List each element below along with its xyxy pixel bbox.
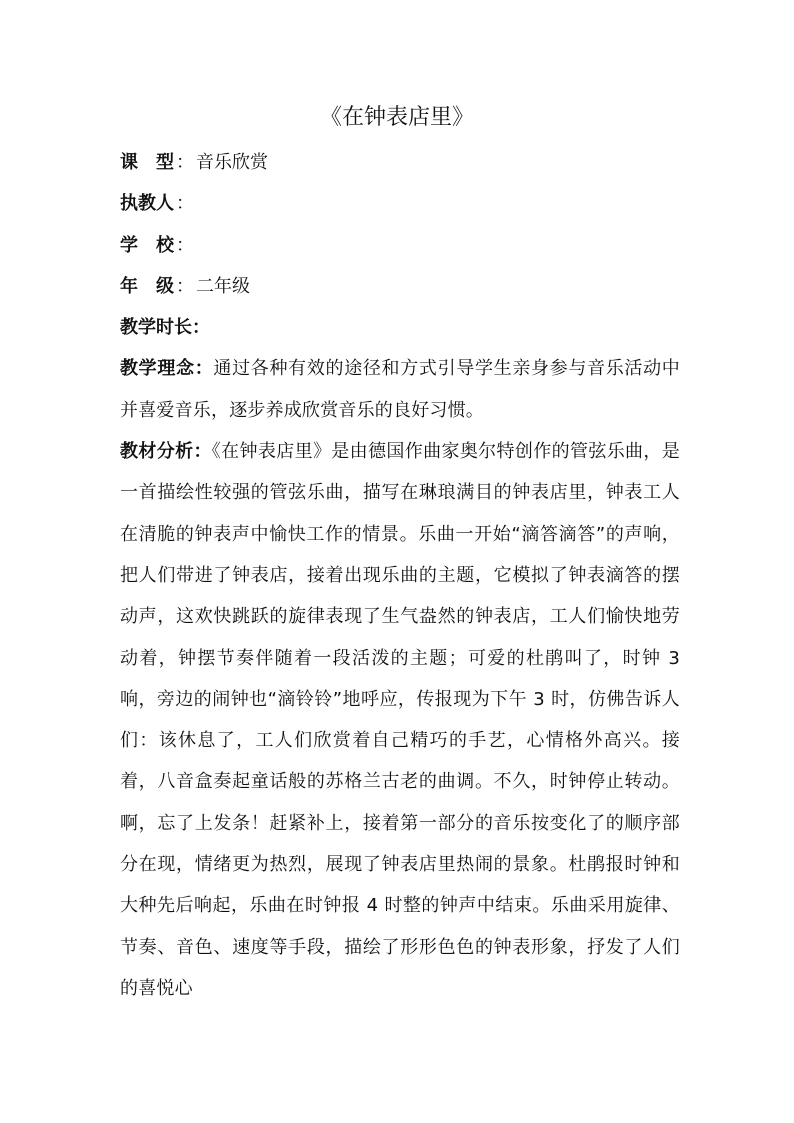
- field-label: 教学时长: [120, 317, 192, 339]
- field-grade: [120, 266, 680, 307]
- field-label: 学 校: [120, 234, 174, 256]
- field-lesson-type: [120, 142, 680, 183]
- philosophy-colon: ：: [194, 358, 214, 380]
- field-colon: ：: [176, 275, 194, 297]
- field-duration: [120, 307, 680, 348]
- field-label: 执教人: [120, 193, 174, 215]
- field-colon: ：: [176, 193, 194, 215]
- analysis-label: 教材分析: [120, 441, 194, 463]
- field-value: 二年级: [196, 275, 250, 297]
- field-value: 音乐欣赏: [196, 152, 268, 173]
- field-label: 课 型: [120, 152, 174, 173]
- philosophy-label: 教学理念: [120, 358, 195, 380]
- field-school: [120, 225, 680, 266]
- philosophy-text: 通过各种有效的途径和方式引导学生亲身参与音乐活动中并喜爱音乐，逐步养成欣赏音乐的良好习惯。: [120, 358, 680, 421]
- field-colon: ：: [176, 234, 194, 256]
- material-analysis-paragraph: [120, 431, 680, 1009]
- teaching-philosophy-paragraph: [120, 348, 680, 431]
- field-teacher: [120, 183, 680, 224]
- field-colon: ：: [176, 152, 194, 173]
- analysis-colon: ：: [193, 441, 212, 463]
- field-label: 年 级: [120, 275, 174, 297]
- analysis-text: 《在钟表店里》是由德国作曲家奥尔特创作的管弦乐曲，是一首描绘性较强的管弦乐曲，描写在琳琅满目的钟表店里，钟表工人在清脆的钟表声中愉快工作的情景。乐曲一开始“滴答滴答”的声响，把人们带进了钟表店，接着出现乐曲的主题，它模拟了钟表滴答的摆动声，这欢快跳跃的旋律表现了生气盎然的钟表店，工人们愉快地劳动着，钟摆节奏伴随着一段活泼的主题；可爱的杜鹃叫了，时钟 3 响，旁边的闹钟也“滴铃铃”地呼应，传报现为下午 3 时，仿佛告诉人们：该休息了，工人们欣赏着自己精巧的手艺，心情格外高兴。接着，八音盒奏起童话般的苏格兰古老的曲调。不久，时钟停止转动。啊，忘了上发条！赶紧补上，接着第一部分的音乐按变化了的顺序部分在现，情绪更为热烈，展现了钟表店里热闹的景象。杜鹃报时钟和大种先后响起，乐曲在时钟报 4 时整的钟声中结束。乐曲采用旋律、节奏、音色、速度等手段，描绘了形形色色的钟表形象，抒发了人们的喜悦心: [120, 441, 680, 999]
- document-body: [120, 142, 680, 1009]
- document-title: 《在钟表店里》: [319, 105, 474, 130]
- field-colon: ：: [192, 317, 210, 339]
